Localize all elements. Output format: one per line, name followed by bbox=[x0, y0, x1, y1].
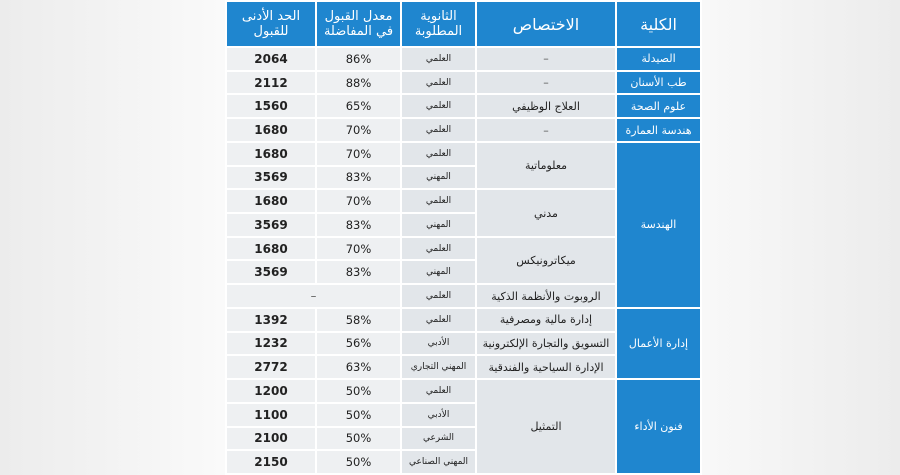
table-row bbox=[226, 308, 701, 332]
secondary-cell: المهني bbox=[401, 213, 476, 237]
secondary-cell: المهني التجاري bbox=[401, 355, 476, 379]
table-row bbox=[226, 142, 701, 166]
rate-cell: 58% bbox=[316, 308, 401, 332]
secondary-cell: العلمي bbox=[401, 118, 476, 142]
header-secondary bbox=[401, 1, 476, 47]
rate-cell: 86% bbox=[316, 47, 401, 71]
header-secondary-line2: المطلوبة bbox=[414, 24, 463, 39]
min-cell: 2100 bbox=[226, 427, 316, 451]
min-cell: 1680 bbox=[226, 237, 316, 261]
min-cell: 1200 bbox=[226, 379, 316, 403]
specialization-cell: معلوماتية bbox=[476, 142, 616, 189]
min-cell: 1100 bbox=[226, 403, 316, 427]
secondary-cell: المهني bbox=[401, 166, 476, 190]
min-cell: 2772 bbox=[226, 355, 316, 379]
rate-cell: 88% bbox=[316, 71, 401, 95]
college-cell: هندسة العمارة bbox=[616, 118, 701, 142]
table-row bbox=[226, 118, 701, 142]
header-rate bbox=[316, 1, 401, 47]
specialization-cell: ميكاترونيكس bbox=[476, 237, 616, 284]
secondary-cell: الشرعي bbox=[401, 427, 476, 451]
secondary-cell: الأدبي bbox=[401, 403, 476, 427]
secondary-cell: العلمي bbox=[401, 94, 476, 118]
specialization-cell: – bbox=[476, 71, 616, 95]
secondary-cell: العلمي bbox=[401, 47, 476, 71]
min-cell: 1392 bbox=[226, 308, 316, 332]
college-cell: طب الأسنان bbox=[616, 71, 701, 95]
min-cell: 1560 bbox=[226, 94, 316, 118]
min-cell: 1680 bbox=[226, 142, 316, 166]
min-cell: 1680 bbox=[226, 189, 316, 213]
rate-cell: 70% bbox=[316, 189, 401, 213]
rate-cell: 50% bbox=[316, 450, 401, 474]
header-min bbox=[226, 1, 316, 47]
rate-cell: – bbox=[226, 284, 401, 308]
rate-cell: 70% bbox=[316, 142, 401, 166]
table-row bbox=[226, 94, 701, 118]
specialization-cell: إدارة مالية ومصرفية bbox=[476, 308, 616, 332]
table-row bbox=[226, 47, 701, 71]
secondary-cell: العلمي bbox=[401, 71, 476, 95]
specialization-cell: – bbox=[476, 47, 616, 71]
rate-cell: 70% bbox=[316, 237, 401, 261]
secondary-cell: المهني الصناعي bbox=[401, 450, 476, 474]
rate-cell: 65% bbox=[316, 94, 401, 118]
college-cell: إدارة الأعمال bbox=[616, 308, 701, 379]
rate-cell: 83% bbox=[316, 213, 401, 237]
college-cell: علوم الصحة bbox=[616, 94, 701, 118]
min-cell: 1232 bbox=[226, 332, 316, 356]
secondary-cell: العلمي bbox=[401, 189, 476, 213]
rate-cell: 50% bbox=[316, 379, 401, 403]
table-row bbox=[226, 379, 701, 403]
college-cell: فنون الأداء bbox=[616, 379, 701, 474]
table-row bbox=[226, 71, 701, 95]
specialization-cell: الإدارة السياحية والفندقية bbox=[476, 355, 616, 379]
rate-cell: 50% bbox=[316, 403, 401, 427]
header-specialization: الاختصاص bbox=[476, 1, 616, 47]
secondary-cell: العلمي bbox=[401, 284, 476, 308]
header-secondary-line1: الثانوية bbox=[420, 9, 457, 24]
rate-cell: 83% bbox=[316, 166, 401, 190]
specialization-cell: مدني bbox=[476, 189, 616, 236]
min-cell: 3569 bbox=[226, 260, 316, 284]
secondary-cell: المهني bbox=[401, 260, 476, 284]
specialization-cell: التمثيل bbox=[476, 379, 616, 474]
header-rate-line2: في المفاضلة bbox=[323, 24, 394, 39]
min-cell: 2064 bbox=[226, 47, 316, 71]
header-rate-line1: معدل القبول bbox=[324, 9, 393, 24]
min-cell: 1680 bbox=[226, 118, 316, 142]
header-min-line1: الحد الأدنى bbox=[241, 9, 301, 24]
header-college: الكلية bbox=[616, 1, 701, 47]
header-min-line2: للقبول bbox=[253, 24, 289, 39]
header-row bbox=[226, 1, 701, 47]
secondary-cell: الأدبي bbox=[401, 332, 476, 356]
min-cell: 3569 bbox=[226, 213, 316, 237]
min-cell: 3569 bbox=[226, 166, 316, 190]
rate-cell: 63% bbox=[316, 355, 401, 379]
college-cell: الصيدلة bbox=[616, 47, 701, 71]
rate-cell: 50% bbox=[316, 427, 401, 451]
specialization-cell: الروبوت والأنظمة الذكية bbox=[476, 284, 616, 308]
secondary-cell: العلمي bbox=[401, 308, 476, 332]
secondary-cell: العلمي bbox=[401, 142, 476, 166]
specialization-cell: العلاج الوظيفي bbox=[476, 94, 616, 118]
rate-cell: 70% bbox=[316, 118, 401, 142]
specialization-cell: – bbox=[476, 118, 616, 142]
min-cell: 2150 bbox=[226, 450, 316, 474]
rate-cell: 56% bbox=[316, 332, 401, 356]
secondary-cell: العلمي bbox=[401, 379, 476, 403]
admissions-table bbox=[225, 0, 702, 475]
secondary-cell: العلمي bbox=[401, 237, 476, 261]
specialization-cell: التسويق والتجارة الإلكترونية bbox=[476, 332, 616, 356]
college-cell: الهندسة bbox=[616, 142, 701, 308]
min-cell: 2112 bbox=[226, 71, 316, 95]
rate-cell: 83% bbox=[316, 260, 401, 284]
